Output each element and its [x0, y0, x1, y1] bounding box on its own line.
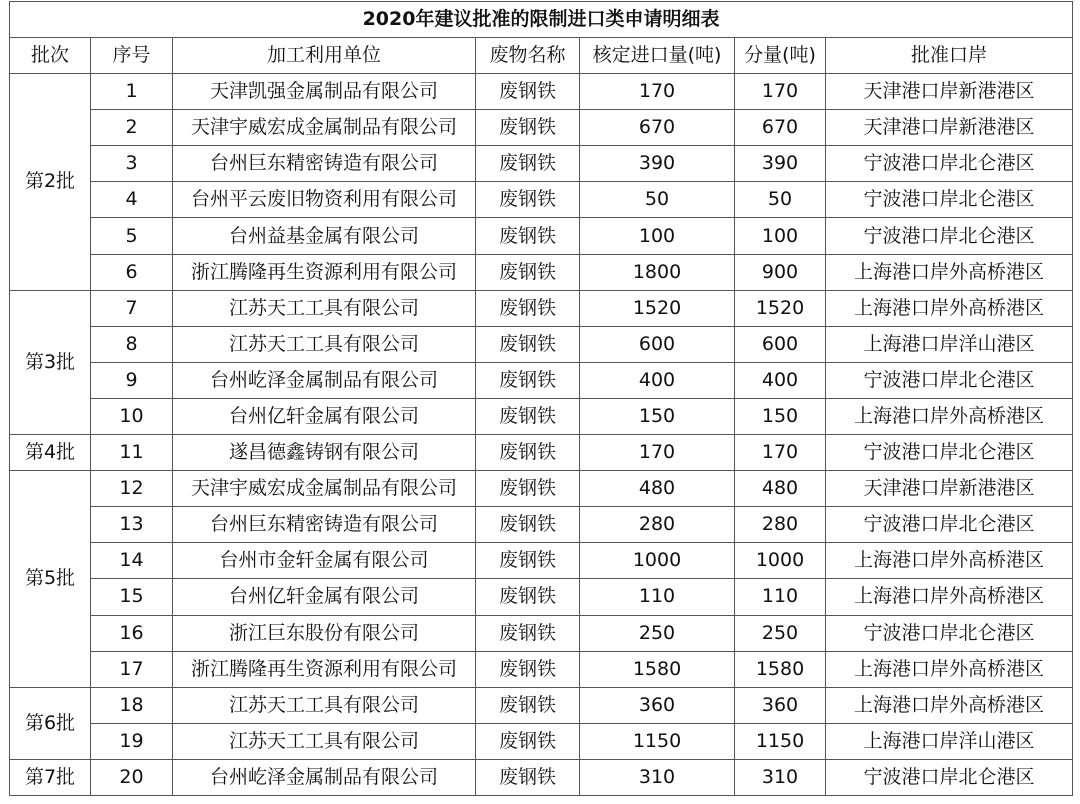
cell-batch: 第6批 — [10, 687, 91, 759]
cell-approved: 360 — [580, 687, 735, 723]
cell-waste: 废钢铁 — [476, 507, 580, 543]
cell-port: 上海港口岸外高桥港区 — [826, 651, 1073, 687]
cell-seq: 16 — [91, 615, 173, 651]
cell-port: 上海港口岸外高桥港区 — [826, 543, 1073, 579]
cell-seq: 20 — [91, 759, 173, 795]
cell-seq: 12 — [91, 471, 173, 507]
cell-waste: 废钢铁 — [476, 290, 580, 326]
cell-unit: 天津凯强金属制品有限公司 — [173, 74, 476, 110]
cell-approved: 670 — [580, 110, 735, 146]
header-row — [10, 38, 1073, 74]
cell-port: 上海港口岸洋山港区 — [826, 326, 1073, 362]
table-row — [10, 435, 1073, 471]
table-row — [10, 398, 1073, 434]
cell-approved: 150 — [580, 398, 735, 434]
table-row — [10, 507, 1073, 543]
cell-seq: 8 — [91, 326, 173, 362]
table-row — [10, 687, 1073, 723]
cell-approved: 250 — [580, 615, 735, 651]
table-row — [10, 218, 1073, 254]
table-row — [10, 146, 1073, 182]
cell-batch: 第3批 — [10, 290, 91, 434]
cell-unit: 遂昌德鑫铸钢有限公司 — [173, 435, 476, 471]
header-approved: 核定进口量(吨) — [580, 38, 735, 74]
import-application-table — [9, 1, 1073, 796]
cell-waste: 废钢铁 — [476, 471, 580, 507]
table-row — [10, 74, 1073, 110]
cell-seq: 9 — [91, 362, 173, 398]
cell-port: 上海港口岸洋山港区 — [826, 723, 1073, 759]
cell-waste: 废钢铁 — [476, 723, 580, 759]
cell-seq: 17 — [91, 651, 173, 687]
table-row — [10, 543, 1073, 579]
cell-portion: 100 — [735, 218, 826, 254]
cell-portion: 600 — [735, 326, 826, 362]
cell-portion: 360 — [735, 687, 826, 723]
cell-seq: 10 — [91, 398, 173, 434]
cell-seq: 1 — [91, 74, 173, 110]
cell-waste: 废钢铁 — [476, 687, 580, 723]
cell-portion: 170 — [735, 74, 826, 110]
cell-waste: 废钢铁 — [476, 182, 580, 218]
cell-port: 天津港口岸新港港区 — [826, 471, 1073, 507]
cell-port: 上海港口岸外高桥港区 — [826, 687, 1073, 723]
cell-unit: 天津宇威宏成金属制品有限公司 — [173, 110, 476, 146]
cell-port: 上海港口岸外高桥港区 — [826, 579, 1073, 615]
header-port: 批准口岸 — [826, 38, 1073, 74]
table-row — [10, 254, 1073, 290]
table-title: 2020年建议批准的限制进口类申请明细表 — [10, 2, 1073, 38]
cell-unit: 台州益基金属有限公司 — [173, 218, 476, 254]
cell-portion: 480 — [735, 471, 826, 507]
cell-waste: 废钢铁 — [476, 651, 580, 687]
cell-unit: 浙江巨东股份有限公司 — [173, 615, 476, 651]
cell-portion: 310 — [735, 759, 826, 795]
cell-waste: 废钢铁 — [476, 326, 580, 362]
cell-unit: 台州市金轩金属有限公司 — [173, 543, 476, 579]
cell-waste: 废钢铁 — [476, 146, 580, 182]
table-row — [10, 651, 1073, 687]
cell-unit: 江苏天工工具有限公司 — [173, 290, 476, 326]
cell-approved: 110 — [580, 579, 735, 615]
cell-portion: 280 — [735, 507, 826, 543]
cell-portion: 150 — [735, 398, 826, 434]
cell-portion: 390 — [735, 146, 826, 182]
cell-batch: 第5批 — [10, 471, 91, 688]
cell-seq: 4 — [91, 182, 173, 218]
cell-portion: 50 — [735, 182, 826, 218]
cell-approved: 310 — [580, 759, 735, 795]
cell-approved: 1580 — [580, 651, 735, 687]
table-row — [10, 759, 1073, 795]
cell-seq: 14 — [91, 543, 173, 579]
cell-portion: 670 — [735, 110, 826, 146]
cell-portion: 1000 — [735, 543, 826, 579]
table-row — [10, 182, 1073, 218]
header-unit: 加工利用单位 — [173, 38, 476, 74]
cell-unit: 江苏天工工具有限公司 — [173, 687, 476, 723]
cell-waste: 废钢铁 — [476, 74, 580, 110]
table-row — [10, 615, 1073, 651]
cell-portion: 400 — [735, 362, 826, 398]
header-portion: 分量(吨) — [735, 38, 826, 74]
cell-seq: 3 — [91, 146, 173, 182]
cell-unit: 台州亿轩金属有限公司 — [173, 579, 476, 615]
cell-waste: 废钢铁 — [476, 759, 580, 795]
cell-seq: 15 — [91, 579, 173, 615]
cell-port: 上海港口岸外高桥港区 — [826, 290, 1073, 326]
table-row — [10, 362, 1073, 398]
cell-approved: 480 — [580, 471, 735, 507]
cell-port: 宁波港口岸北仑港区 — [826, 507, 1073, 543]
cell-approved: 100 — [580, 218, 735, 254]
cell-port: 宁波港口岸北仑港区 — [826, 218, 1073, 254]
cell-unit: 江苏天工工具有限公司 — [173, 326, 476, 362]
table-row — [10, 326, 1073, 362]
cell-approved: 600 — [580, 326, 735, 362]
table-row — [10, 579, 1073, 615]
table-row — [10, 723, 1073, 759]
cell-waste: 废钢铁 — [476, 543, 580, 579]
cell-port: 上海港口岸外高桥港区 — [826, 398, 1073, 434]
cell-port: 宁波港口岸北仑港区 — [826, 615, 1073, 651]
title-row — [10, 2, 1073, 38]
cell-approved: 50 — [580, 182, 735, 218]
cell-unit: 浙江腾隆再生资源利用有限公司 — [173, 254, 476, 290]
cell-port: 天津港口岸新港港区 — [826, 110, 1073, 146]
cell-seq: 6 — [91, 254, 173, 290]
cell-seq: 13 — [91, 507, 173, 543]
cell-unit: 浙江腾隆再生资源利用有限公司 — [173, 651, 476, 687]
cell-batch: 第2批 — [10, 74, 91, 291]
header-waste: 废物名称 — [476, 38, 580, 74]
cell-port: 宁波港口岸北仑港区 — [826, 146, 1073, 182]
cell-portion: 1580 — [735, 651, 826, 687]
cell-seq: 2 — [91, 110, 173, 146]
cell-batch: 第4批 — [10, 435, 91, 471]
cell-portion: 170 — [735, 435, 826, 471]
cell-waste: 废钢铁 — [476, 615, 580, 651]
cell-unit: 台州平云废旧物资利用有限公司 — [173, 182, 476, 218]
cell-approved: 1150 — [580, 723, 735, 759]
cell-approved: 1000 — [580, 543, 735, 579]
cell-approved: 390 — [580, 146, 735, 182]
cell-waste: 废钢铁 — [476, 398, 580, 434]
cell-port: 天津港口岸新港港区 — [826, 74, 1073, 110]
cell-approved: 1800 — [580, 254, 735, 290]
cell-unit: 台州屹泽金属制品有限公司 — [173, 362, 476, 398]
header-seq: 序号 — [91, 38, 173, 74]
cell-seq: 7 — [91, 290, 173, 326]
cell-port: 宁波港口岸北仑港区 — [826, 435, 1073, 471]
cell-waste: 废钢铁 — [476, 218, 580, 254]
cell-port: 宁波港口岸北仑港区 — [826, 362, 1073, 398]
cell-port: 宁波港口岸北仑港区 — [826, 182, 1073, 218]
cell-portion: 1520 — [735, 290, 826, 326]
table-row — [10, 471, 1073, 507]
cell-portion: 900 — [735, 254, 826, 290]
cell-unit: 台州亿轩金属有限公司 — [173, 398, 476, 434]
cell-unit: 台州巨东精密铸造有限公司 — [173, 146, 476, 182]
cell-approved: 1520 — [580, 290, 735, 326]
cell-port: 上海港口岸外高桥港区 — [826, 254, 1073, 290]
cell-waste: 废钢铁 — [476, 579, 580, 615]
cell-seq: 19 — [91, 723, 173, 759]
cell-approved: 280 — [580, 507, 735, 543]
cell-unit: 江苏天工工具有限公司 — [173, 723, 476, 759]
cell-approved: 400 — [580, 362, 735, 398]
cell-seq: 11 — [91, 435, 173, 471]
cell-port: 宁波港口岸北仑港区 — [826, 759, 1073, 795]
cell-waste: 废钢铁 — [476, 435, 580, 471]
table-row — [10, 290, 1073, 326]
cell-seq: 5 — [91, 218, 173, 254]
cell-approved: 170 — [580, 435, 735, 471]
cell-seq: 18 — [91, 687, 173, 723]
cell-waste: 废钢铁 — [476, 254, 580, 290]
cell-unit: 台州屹泽金属制品有限公司 — [173, 759, 476, 795]
cell-portion: 250 — [735, 615, 826, 651]
cell-unit: 天津宇威宏成金属制品有限公司 — [173, 471, 476, 507]
cell-unit: 台州巨东精密铸造有限公司 — [173, 507, 476, 543]
cell-portion: 1150 — [735, 723, 826, 759]
header-batch: 批次 — [10, 38, 91, 74]
cell-waste: 废钢铁 — [476, 362, 580, 398]
table-row — [10, 110, 1073, 146]
cell-approved: 170 — [580, 74, 735, 110]
cell-waste: 废钢铁 — [476, 110, 580, 146]
cell-portion: 110 — [735, 579, 826, 615]
cell-batch: 第7批 — [10, 759, 91, 795]
